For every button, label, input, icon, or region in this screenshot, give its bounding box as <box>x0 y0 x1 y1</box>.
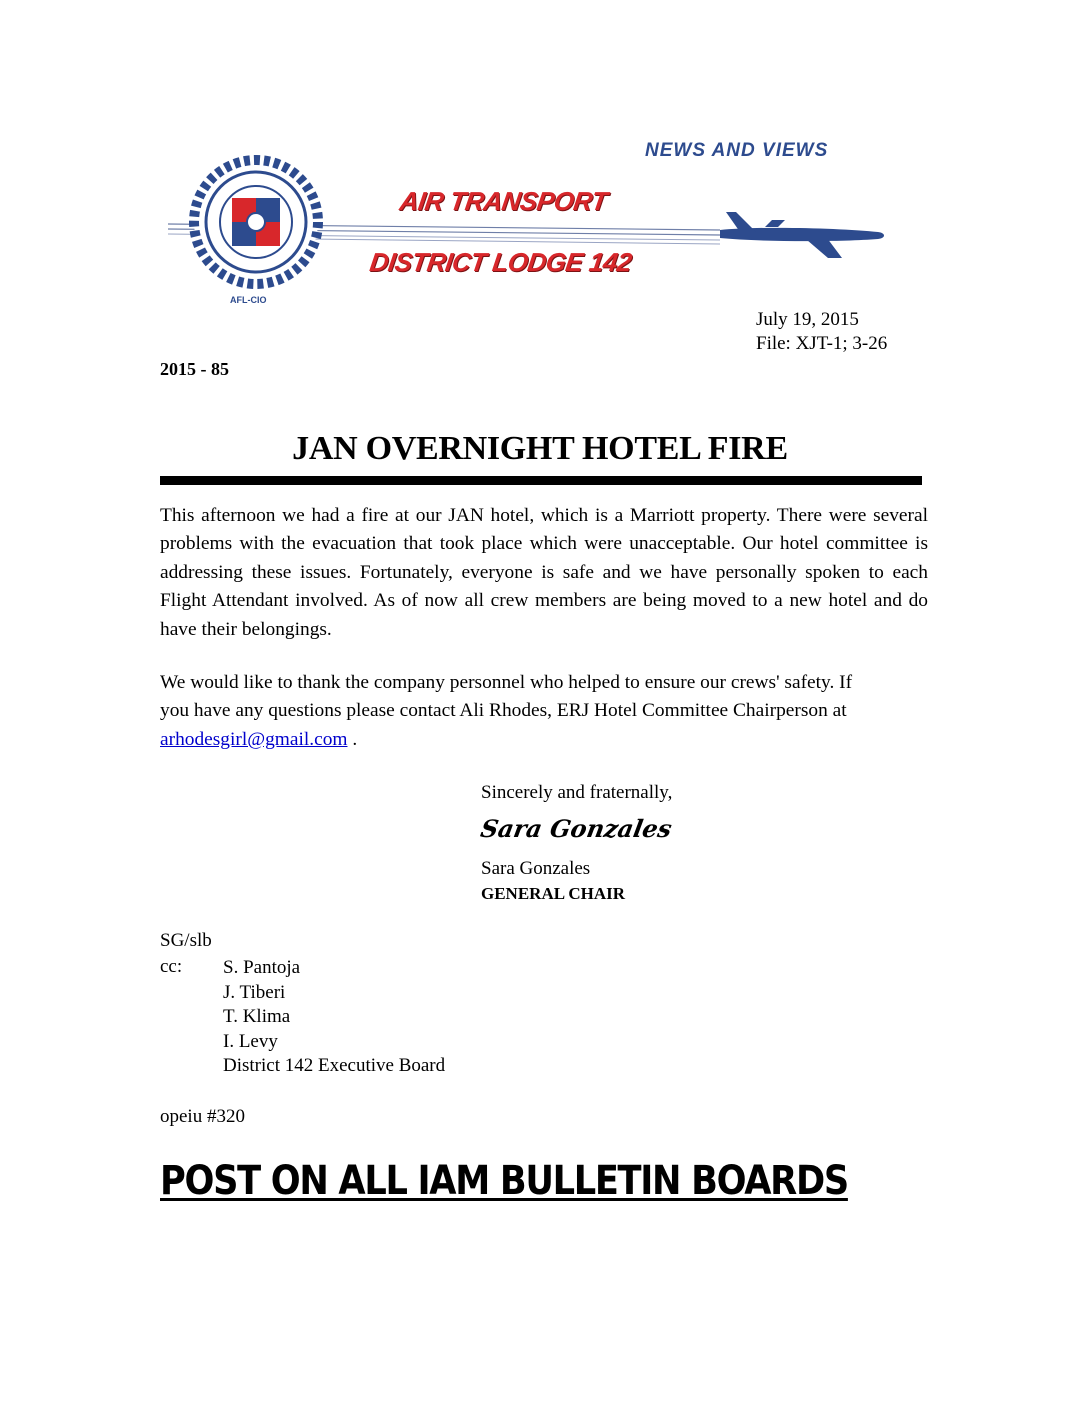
iam-gear-seal-icon <box>194 160 318 284</box>
cc-list <box>223 956 445 1079</box>
signer-name: Sara Gonzales <box>481 858 591 879</box>
paragraph-2-line-1: We would like to thank the company personnel who helped to ensure our crews' safety. If <box>160 672 853 693</box>
cc-label: cc: <box>160 956 183 977</box>
email-link[interactable]: arhodesgirl@gmail.com <box>160 728 348 750</box>
cc-recipient: T. Klima <box>223 1006 291 1027</box>
email-suffix: . <box>347 728 358 750</box>
document-date: July 19, 2015 <box>756 309 859 330</box>
bulletin-number: 2015 - 85 <box>160 359 229 379</box>
cc-recipient: J. Tiberi <box>223 981 286 1003</box>
file-reference: File: XJT-1; 3-26 <box>756 333 888 354</box>
page-title: JAN OVERNIGHT HOTEL FIRE <box>292 430 788 467</box>
typist-initials: SG/slb <box>160 930 212 951</box>
body-paragraph-2 <box>160 669 928 754</box>
closing-salutation: Sincerely and fraternally, <box>481 782 673 803</box>
cc-recipient: S. Pantoja <box>223 957 301 978</box>
cc-recipient: District 142 Executive Board <box>223 1055 446 1076</box>
signature: Sara Gonzales <box>478 814 675 843</box>
post-notice-banner: POST ON ALL IAM BULLETIN BOARDS <box>160 1158 848 1204</box>
body-paragraph-1: This afternoon we had a fire at our JAN hotel, which is a Marriott property. There were several problems with the evacuation that took place which were unacceptable. Our hotel committee is addressing these issues. Fortunately, everyone is safe and we have personally spoken to each Flight Attendant involved. As of now all crew members are being moved to a new hotel and do have their belongings. <box>160 505 928 640</box>
airplane-icon <box>720 212 884 258</box>
paragraph-2-line-2: you have any questions please contact Ali Rhodes, ERJ Hotel Committee Chairperson at <box>160 700 847 722</box>
paragraph-2-line-3 <box>160 726 928 754</box>
signer-title: GENERAL CHAIR <box>481 884 626 903</box>
letterhead-air-transport: AIR TRANSPORT <box>397 186 609 216</box>
title-divider <box>160 476 922 485</box>
cc-recipient: I. Levy <box>223 1030 278 1052</box>
letterhead-tagline: NEWS AND VIEWS <box>645 140 829 161</box>
letterhead-affiliation: AFL-CIO <box>230 295 267 305</box>
union-label: opeiu #320 <box>160 1106 245 1127</box>
letterhead-district-lodge: DISTRICT LODGE 142 <box>367 247 634 277</box>
letterhead <box>160 130 900 315</box>
